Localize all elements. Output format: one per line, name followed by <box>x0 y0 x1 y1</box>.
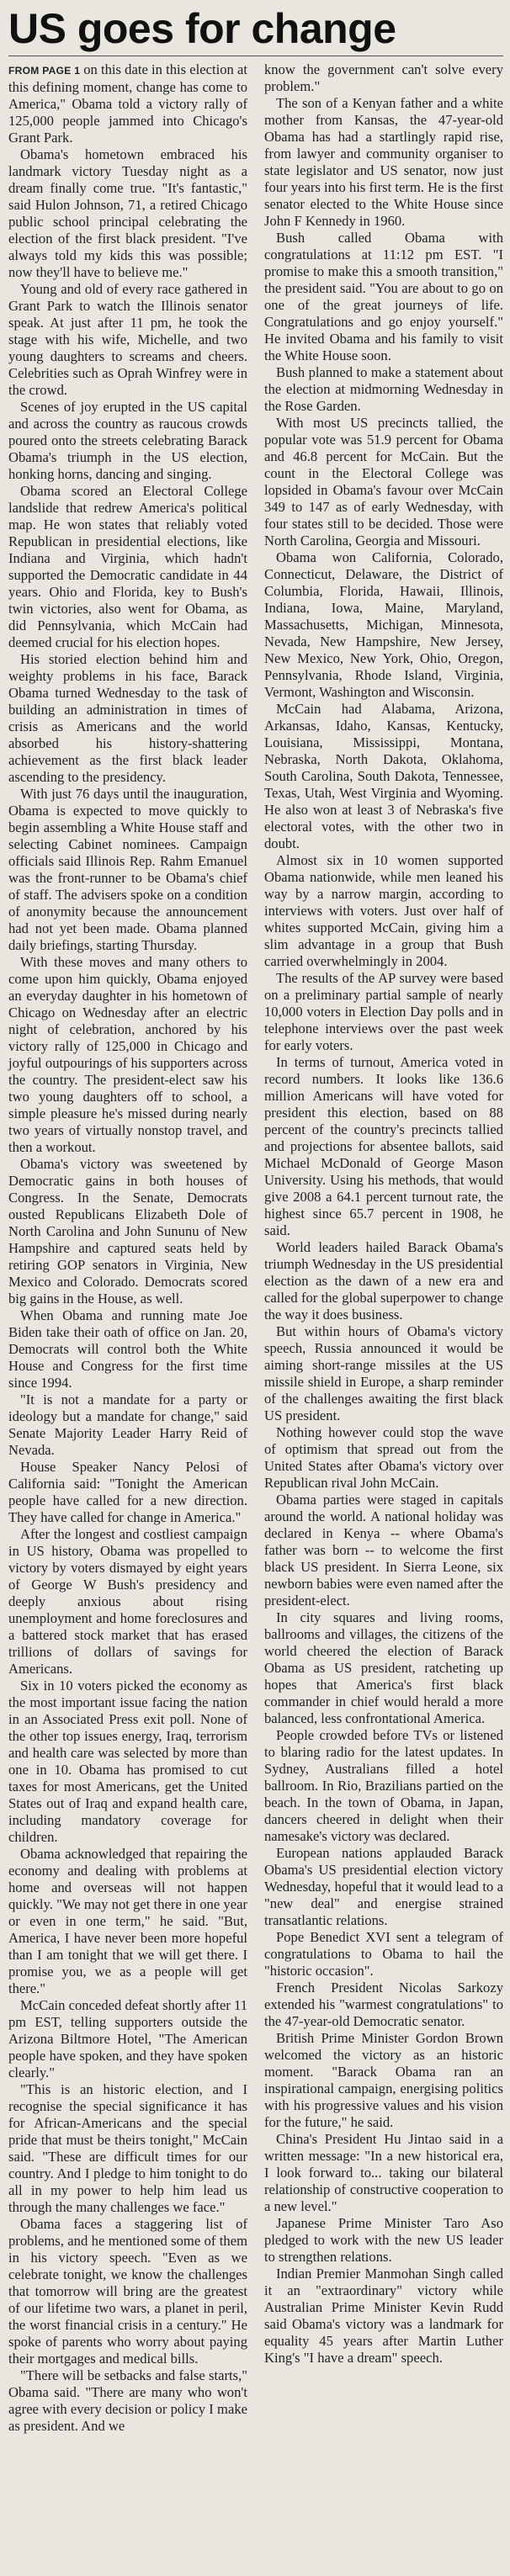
article-paragraph: Obama acknowledged that repairing the economy and dealing with problems at home and overseas will not happen quickly. "We may not get there in one year or even in one term," he said. "But, America, I have never been more hopeful than I am tonight that we will get there. I promise you, we as a people will get there." <box>8 1846 247 1996</box>
article-paragraph: His storied election behind him and weighty problems in his face, Barack Obama turned Wednesday to the task of building an administration in times of crisis as Americans and the world absorbed his history-shattering achievement as the first black leader ascending to the presidency. <box>8 651 247 785</box>
article-paragraph: The son of a Kenyan father and a white mother from Kansas, the 47-year-old Obama has had a startlingly rapid rise, from lawyer and community organiser to state legislator and US senator, now just four years into his first term. He is the first senator elected to the White House since John F Kennedy in 1960. <box>264 95 503 229</box>
article-paragraph: China's President Hu Jintao said in a written message: "In a new historical era, I look forward to... taking our bilateral relationship of constructive cooperation to a new level." <box>264 2131 503 2214</box>
article-paragraph: People crowded before TVs or listened to blaring radio for the latest updates. In Sydney, Australians filled a hotel ballroom. In Rio, Brazilians partied on the beach. In the town of Obama, in Japan, dancers cheered in delight when their namesake's victory was declared. <box>264 1727 503 1844</box>
article-paragraph: Obama's hometown embraced his landmark victory Tuesday night as a dream finally come true. "It's fantastic," said Hulon Johnson, 71, a retired Chicago public school principal celebrating the election of the first black president. "I've always told my kids this was possible; now they'll have to believe me." <box>8 146 247 280</box>
article-paragraph: World leaders hailed Barack Obama's triumph Wednesday in the US presidential election as the dawn of a new era and called for the global superpower to change the way it does business. <box>264 1239 503 1322</box>
article-paragraph: Japanese Prime Minister Taro Aso pledged to work with the new US leader to strengthen relations. <box>264 2215 503 2265</box>
article-body <box>8 61 503 2435</box>
article-paragraph: Young and old of every race gathered in Grant Park to watch the Illinois senator speak. At just after 11 pm, he took the stage with his wife, Michelle, and two young daughters to screams and cheers. Celebrities such as Oprah Winfrey were in the crowd. <box>8 281 247 398</box>
article-paragraph: know the government can't solve every problem." <box>264 61 503 94</box>
article-paragraph: Nothing however could stop the wave of optimism that spread out from the United States after Obama's victory over Republican rival John McCain. <box>264 1424 503 1491</box>
article-paragraph: French President Nicolas Sarkozy extended his "warmest congratulations" to the 47-year-old Democratic senator. <box>264 1980 503 2029</box>
article-paragraph <box>8 61 247 146</box>
article-paragraph: Obama won California, Colorado, Connecticut, Delaware, the District of Columbia, Florida, Hawaii, Illinois, Indiana, Iowa, Maine, Maryland, Massachusetts, Michigan, Minnesota, Nevada, New Hampshire, New Jersey, New Mexico, New York, Ohio, Oregon, Pennsylvania, Rhode Island, Virginia, Vermont, Washington and Wisconsin. <box>264 549 503 700</box>
article-paragraph: In city squares and living rooms, ballrooms and villages, the citizens of the world cheered the election of Barack Obama as US president, ratcheting up hopes that America's first black commander in chief would herald a more balanced, less confrontational America. <box>264 1609 503 1726</box>
article-paragraph: Almost six in 10 women supported Obama nationwide, while men leaned his way by a narrow margin, according to interviews with voters. Just over half of whites supported McCain, giving him a slim advantage in a group that Bush carried overwhelmingly in 2004. <box>264 852 503 969</box>
article-paragraph: McCain conceded defeat shortly after 11 pm EST, telling supporters outside the Arizona Biltmore Hotel, "The American people have spoken, and they have spoken clearly." <box>8 1997 247 2080</box>
paragraph-text: on this date in this election at this defining moment, change has come to America," Obama told a victory rally of 125,000 people jammed into Chicago's Grant Park. <box>8 61 247 146</box>
article-column-left <box>8 61 247 2435</box>
article-paragraph: Bush planned to make a statement about the election at midmorning Wednesday in the Rose Garden. <box>264 364 503 414</box>
article-paragraph: Obama's victory was sweetened by Democratic gains in both houses of Congress. In the Senate, Democrats ousted Republicans Elizabeth Dole of North Carolina and John Sununu of New Hampshire and captured seats held by retiring GOP senators in Virginia, New Mexico and Colorado. Democrats scored big gains in the House, as well. <box>8 1156 247 1307</box>
article-paragraph: In terms of turnout, America voted in record numbers. It looks like 136.6 million Americans will have voted for president this election, based on 88 percent of the country's precincts tallied and projections for absentee ballots, said Michael McDonald of George Mason University. Using his methods, that would give 2008 a 64.1 percent turnout rate, the highest since 65.7 percent in 1908, he said. <box>264 1054 503 1238</box>
article-paragraph: McCain had Alabama, Arizona, Arkansas, Idaho, Kansas, Kentucky, Louisiana, Mississippi, Montana, Nebraska, North Dakota, Oklahoma, South Carolina, South Dakota, Tennessee, Texas, Utah, West Virginia and Wyoming. He also won at least 3 of Nebraska's five electoral votes, with the other two in doubt. <box>264 701 503 851</box>
article-paragraph: Obama scored an Electoral College landslide that redrew America's political map. He won states that reliably voted Republican in presidential elections, like Indiana and Virginia, which hadn't supported the Democratic candidate in 44 years. Ohio and Florida, key to Bush's twin victories, also went for Obama, as did Pennsylvania, which McCain had deemed crucial for his election hopes. <box>8 483 247 650</box>
article-paragraph: "There will be setbacks and false starts," Obama said. "There are many who won't agree with every decision or policy I make as president. And we <box>8 2367 247 2434</box>
article-paragraph: With these moves and many others to come upon him quickly, Obama enjoyed an everyday daughter in his hometown of Chicago on Wednesday after an electric night of celebration, anchored by his victory rally of 125,000 in Chicago and joyful outpourings of his supporters across the country. The president-elect saw his two young daughters off to school, a simple pleasure he's missed during nearly two years of virtually nonstop travel, and then a workout. <box>8 954 247 1155</box>
article-paragraph: House Speaker Nancy Pelosi of California said: "Tonight the American people have called for a new direction. They have called for change in America." <box>8 1459 247 1525</box>
article-paragraph: European nations applauded Barack Obama's US presidential election victory Wednesday, hopeful that it would lead to a "new deal" and energise strained transatlantic relations. <box>264 1845 503 1928</box>
article-paragraph: With just 76 days until the inauguration, Obama is expected to move quickly to begin assembling a White House staff and selecting Cabinet nominees. Campaign officials said Illinois Rep. Rahm Emanuel was the front-runner to be Obama's chief of staff. The advisers spoke on a condition of anonymity because the announcement had not yet been made. Obama planned daily briefings, starting Thursday. <box>8 786 247 953</box>
article-paragraph: But within hours of Obama's victory speech, Russia announced it would be aiming short-range missiles at the US missile shield in Europe, a sharp reminder of the challenges awaiting the first black US president. <box>264 1323 503 1423</box>
article-paragraph: Pope Benedict XVI sent a telegram of congratulations to Obama to hail the "historic occasion". <box>264 1929 503 1979</box>
article-paragraph: Scenes of joy erupted in the US capital and across the country as raucous crowds poured onto the streets celebrating Barack Obama's triumph in the US election, honking horns, dancing and singing. <box>8 399 247 482</box>
article-paragraph: The results of the AP survey were based on a preliminary partial sample of nearly 10,000 voters in Election Day polls and in telephone interviews over the past week for early voters. <box>264 970 503 1053</box>
article-paragraph: After the longest and costliest campaign in US history, Obama was propelled to victory by voters dismayed by eight years of George W Bush's presidency and deeply anxious about rising unemployment and home foreclosures and a battered stock market that has erased trillions of dollars of savings for Americans. <box>8 1526 247 1677</box>
article-paragraph: Six in 10 voters picked the economy as the most important issue facing the nation in an Associated Press exit poll. None of the other top issues energy, Iraq, terrorism and health care was selected by more than one in 10. Obama has promised to cut taxes for most Americans, get the United States out of Iraq and expand health care, including mandatory coverage for children. <box>8 1678 247 1845</box>
article-paragraph: British Prime Minister Gordon Brown welcomed the victory as an historic moment. "Barack Obama ran an inspirational campaign, energising politics with his progressive values and his vision for the future," he said. <box>264 2030 503 2130</box>
article-paragraph: When Obama and running mate Joe Biden take their oath of office on Jan. 20, Democrats will control both the White House and Congress for the first time since 1994. <box>8 1307 247 1391</box>
kicker-label: FROM PAGE 1 <box>8 65 81 77</box>
article-paragraph: Bush called Obama with congratulations at 11:12 pm EST. "I promise to make this a smooth transition," the president said. "You are about to go on one of the great journeys of life. Congratulations and go enjoy yourself." He invited Obama and his family to visit the White House soon. <box>264 230 503 363</box>
article-paragraph: Obama faces a staggering list of problems, and he mentioned some of them in his victory speech. "Even as we celebrate tonight, we know the challenges that tomorrow will bring are the greatest of our lifetime two wars, a planet in peril, the worst financial crisis in a century." He spoke of parents who worry about paying their mortgages and medical bills. <box>8 2216 247 2367</box>
article-paragraph: Obama parties were staged in capitals around the world. A national holiday was declared in Kenya -- where Obama's father was born -- to welcome the first black US president. In Sierra Leone, six newborn babies were even named after the president-elect. <box>264 1492 503 1609</box>
article-paragraph: "It is not a mandate for a party or ideology but a mandate for change," said Senate Majority Leader Harry Reid of Nevada. <box>8 1391 247 1458</box>
headline: US goes for change <box>8 5 396 52</box>
article-paragraph: With most US precincts tallied, the popular vote was 51.9 percent for Obama and 46.8 percent for McCain. But the count in the Electoral College was lopsided in Obama's favour over McCain 349 to 147 as of early Wednesday, with four states still to be decided. Those were North Carolina, Georgia and Missouri. <box>264 415 503 549</box>
article-column-right <box>264 61 503 2435</box>
article-paragraph: Indian Premier Manmohan Singh called it an "extraordinary" victory while Australian Prime Minister Kevin Rudd said Obama's victory was a landmark for equality 45 years after Martin Luther King's "I have a dream" speech. <box>264 2266 503 2366</box>
article-paragraph: "This is an historic election, and I recognise the special significance it has for African-Americans and the special pride that must be theirs tonight," McCain said. "These are difficult times for our country. And I pledge to him tonight to do all in my power to help him lead us through the many challenges we face." <box>8 2081 247 2215</box>
